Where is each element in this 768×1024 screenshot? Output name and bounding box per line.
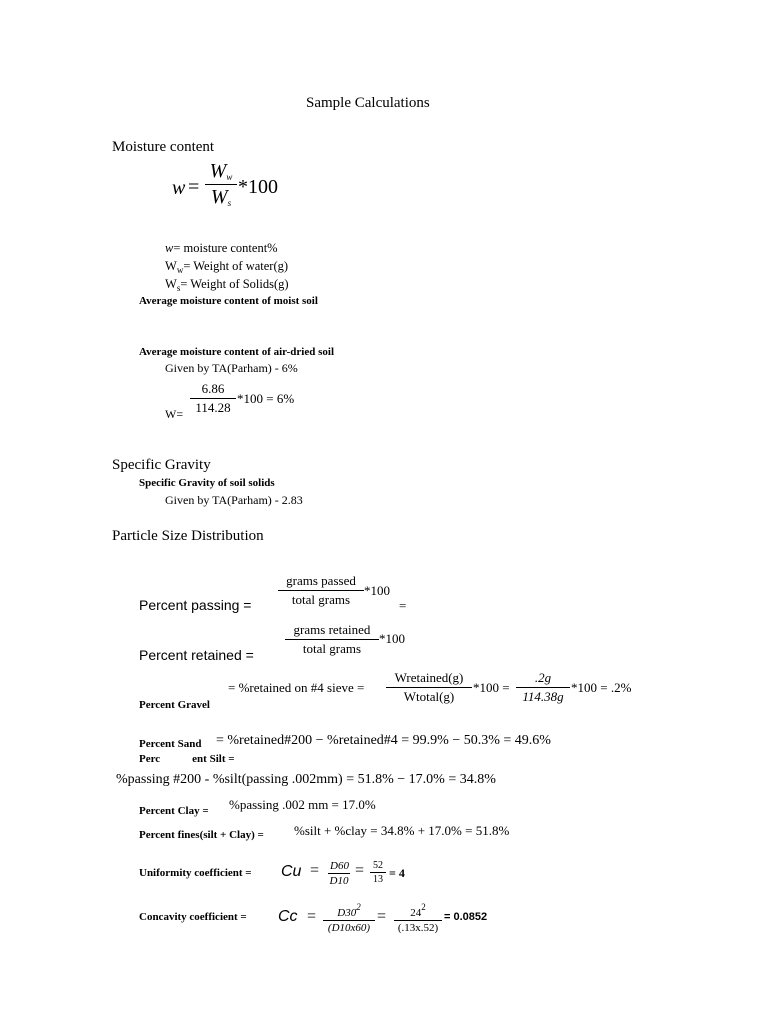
eq-mult: *100 [238,176,278,198]
passing-den: total grams [291,592,351,607]
cu-fraction-1 [328,860,350,887]
cc-label: Concavity coefficient = [139,911,247,923]
retained-den: total grams [302,641,362,656]
def-ws-sub: s [176,283,181,293]
eq-num-sub: w [226,172,233,182]
def-ww-sub: w [176,265,184,275]
cc-den-2: (.13x.52) [397,922,439,934]
cu-result: = 4 [389,866,405,880]
cc-num-1-sup: 2 [356,902,361,912]
fines-label: Percent fines(silt + Clay) = [139,829,264,841]
gravel-end: *100 = .2% [571,680,632,695]
def-w-sym: w [165,241,174,255]
silt-label-b: ent Silt = [192,753,235,765]
passing-mult: *100 [364,583,390,598]
cc-fraction-2 [394,902,442,934]
cu-eq-2: = [355,862,365,879]
gravel-num-2: .2g [516,670,570,688]
silt-label [139,753,235,765]
def-ww-text: = Weight of water(g) [183,259,289,273]
passing-num: grams passed [278,573,364,591]
air-frac-den: 114.28 [195,400,231,415]
retained-fraction [285,622,379,657]
cu-fraction-2 [370,860,386,885]
moisture-given: Given by TA(Parham) - 6% [165,361,298,375]
retained-num: grams retained [285,622,379,640]
eq-equals: = [188,176,200,198]
def-w-text: = moisture content% [173,241,278,255]
moisture-fraction [205,160,237,209]
passing-eq: = [399,598,407,613]
page-title: Sample Calculations [306,95,430,111]
cc-eq-1: = [307,908,317,925]
gravity-sub: Specific Gravity of soil solids [139,477,275,489]
clay-equation: %passing .002 mm = 17.0% [229,797,376,812]
fines-equation: %silt + %clay = 34.8% + 17.0% = 51.8% [294,823,510,838]
cc-fraction-1 [323,902,375,934]
cu-den-2: 13 [373,874,383,885]
sand-label: Percent Sand [139,738,202,750]
cc-den-1: (D10x60) [327,922,371,934]
w-label: W= [165,407,184,421]
gravel-den-1: Wtotal(g) [403,689,455,704]
silt-equation: %passing #200 - %silt(passing .002mm) = 51.8% − 17.0% = 34.8% [116,772,496,787]
def-ww [165,259,288,275]
def-ws-sym: W [165,277,177,291]
cu-label: Uniformity coefficient = [139,867,252,879]
cc-num-1: D30 [337,907,357,919]
gravity-given: Given by TA(Parham) - 2.83 [165,493,303,507]
gravel-prefix: = %retained on #4 sieve = [228,680,365,695]
gravel-num-1: Wretained(g) [386,670,472,688]
air-frac-num: 6.86 [190,381,236,399]
gravel-den-2: 114.38g [522,689,564,704]
avg-air-label: Average moisture content of air-dried soil [139,346,335,358]
def-ww-sym: W [165,259,177,273]
passing-label: Percent passing = [139,597,252,613]
eq-lhs: w [172,177,186,199]
cu-eq-1: = [310,862,320,879]
avg-moist-label: Average moisture content of moist soil [139,295,318,307]
eq-den: W [210,186,228,208]
cu-den-1: D10 [329,875,349,887]
gravel-fraction-2 [516,670,570,705]
psd-heading: Particle Size Distribution [112,528,264,544]
cc-result: = 0.0852 [444,911,488,923]
cu-num-2: 52 [370,860,386,873]
gravel-label: Percent Gravel [139,699,210,711]
def-w [165,241,278,256]
gravel-mid: *100 = [473,680,510,695]
gravel-fraction-1 [386,670,472,705]
cu-num-1: D60 [330,860,349,872]
silt-label-a: Perc [139,753,161,765]
cc-eq-2: = [377,908,387,925]
def-ws-text: = Weight of Solids(g) [180,277,289,291]
air-dried-fraction [190,381,236,416]
cc-symbol: Cc [278,908,298,925]
retained-label: Percent retained = [139,647,254,663]
def-ws [165,277,289,293]
clay-label: Percent Clay = [139,805,209,817]
eq-den-sub: s [227,198,232,208]
eq-num: W [209,160,227,182]
passing-fraction [278,573,364,608]
retained-mult: *100 [379,631,405,646]
cc-num-2: 24 [410,907,422,919]
moisture-heading: Moisture content [112,139,215,155]
air-frac-rest: *100 = 6% [237,391,295,406]
cu-symbol: Cu [281,863,302,880]
gravity-heading: Specific Gravity [112,457,211,473]
sand-equation: = %retained#200 − %retained#4 = 99.9% − 50.3% = 49.6% [216,733,551,748]
cc-num-2-sup: 2 [421,902,426,912]
